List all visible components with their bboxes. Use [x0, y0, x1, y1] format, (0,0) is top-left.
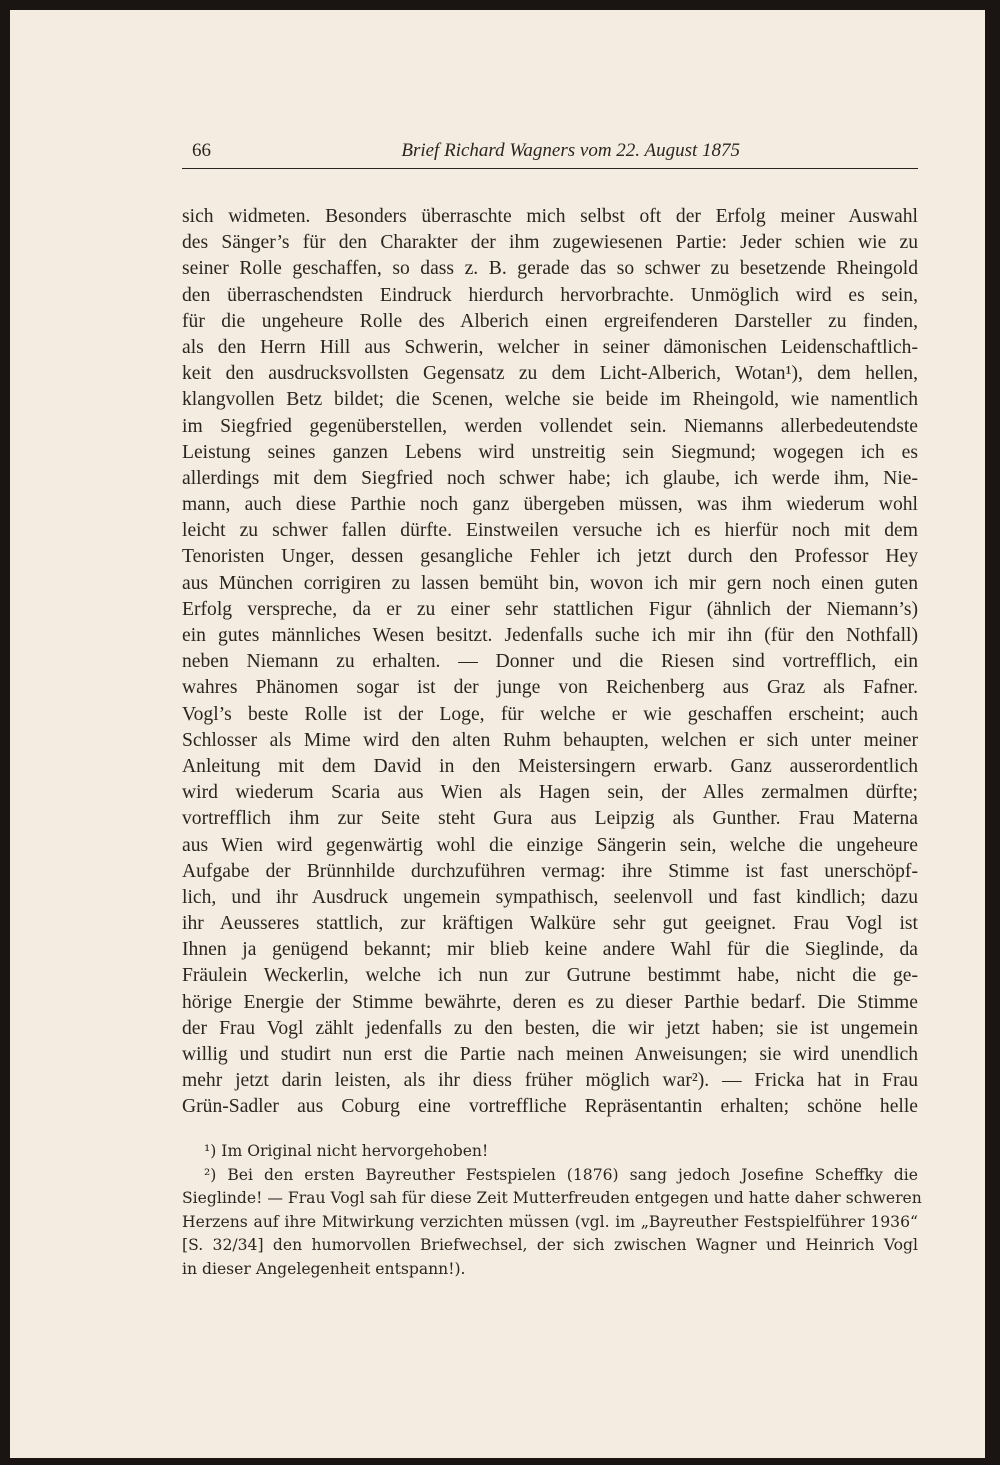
text-line: als den Herrn Hill aus Schwerin, welcher in seiner dämonischen Leidenschaftlich- [182, 336, 918, 358]
text-line: Leistung seines ganzen Lebens wird unstreitig sein Siegmund; wogegen ich es [182, 441, 918, 463]
footnote-2-line: ²) Bei den ersten Bayreuther Festspielen (1876) sang jedoch Josefine Scheffky die [204, 1165, 918, 1184]
text-line: Erfolg verspreche, da er zu einer sehr stattlichen Figur (ähnlich der Niemann’s) [182, 598, 918, 620]
text-line: der Frau Vogl zählt jedenfalls zu den besten, die wir jetzt haben; sie ist ungemein [182, 1017, 918, 1039]
text-line: hörige Energie der Stimme bewährte, deren es zu dieser Parthie bedarf. Die Stimme [182, 991, 918, 1013]
footnote-1: ¹) Im Original nicht hervorgehoben! [204, 1142, 489, 1160]
text-line: mann, auch diese Parthie noch ganz übergeben müssen, was ihm wiederum wohl [182, 494, 918, 516]
text-line: ihr Aeusseres stattlich, zur kräftigen Walküre sehr gut geeignet. Frau Vogl ist [182, 913, 918, 935]
body-text [182, 204, 918, 1121]
text-line: Vogl’s beste Rolle ist der Loge, für welche er wie geschaffen erscheint; auch [182, 703, 918, 725]
text-line: Tenoristen Unger, dessen gesangliche Fehler ich jetzt durch den Professor Hey [182, 546, 918, 568]
text-line: seiner Rolle geschaffen, so dass z. B. gerade das so schwer zu besetzende Rheingold [182, 258, 918, 280]
footnote-2-line: [S. 32/34] den humorvollen Briefwechsel, der sich zwischen Wagner und Heinrich Vogl [182, 1236, 918, 1255]
text-line: allerdings mit dem Siegfried noch schwer habe; ich glaube, ich werde ihm, Nie- [182, 467, 918, 489]
text-line: Anleitung mit dem David in den Meistersingern erwarb. Ganz ausserordentlich [182, 755, 918, 777]
text-line: Aufgabe der Brünnhilde durchzuführen vermag: ihre Stimme ist fast unerschöpf- [182, 860, 918, 882]
footnote-2-line: in dieser Angelegenheit entspann!). [182, 1259, 466, 1278]
text-line: keit den ausdrucksvollsten Gegensatz zu dem Licht-Alberich, Wotan¹), dem hellen, [182, 363, 918, 385]
text-line: wahres Phänomen sogar ist der junge von Reichenberg aus Graz als Fafner. [182, 677, 918, 699]
text-line: wird wiederum Scaria aus Wien als Hagen sein, der Alles zermalmen dürfte; [182, 782, 918, 804]
text-line: klangvollen Betz bildet; die Scenen, welche sie beide im Rheingold, wie namentlich [182, 389, 918, 411]
text-line: lich, und ihr Ausdruck ungemein sympathisch, seelenvoll und fast kindlich; dazu [182, 886, 918, 908]
text-line: Grün-Sadler aus Coburg eine vortreffliche Repräsentantin erhalten; schöne helle [182, 1096, 918, 1118]
text-line: Fräulein Weckerlin, welche ich nun zur Gutrune bestimmt habe, nicht die ge- [182, 965, 918, 987]
text-line: des Sänger’s für den Charakter der ihm zugewiesenen Partie: Jeder schien wie zu [182, 232, 918, 254]
text-line: aus Wien wird gegenwärtig wohl die einzige Sängerin sein, welche die ungeheure [182, 834, 918, 856]
text-line: neben Niemann zu erhalten. — Donner und die Riesen sind vortrefflich, ein [182, 651, 918, 673]
text-line: den überraschendsten Eindruck hierdurch hervorbrachte. Unmöglich wird es sein, [182, 284, 918, 306]
text-line: ein gutes männliches Wesen besitzt. Jedenfalls suche ich mir ihn (für den Nothfall) [182, 625, 918, 646]
text-line: Schlosser als Mime wird den alten Ruhm behaupten, welchen er sich unter meiner [182, 729, 918, 751]
footnote-2-line: Sieglinde! — Frau Vogl sah für diese Zeit Mutterfreuden entgegen und hatte daher schweren [182, 1189, 922, 1208]
text-line: vortrefflich ihm zur Seite steht Gura aus Leipzig als Gunther. Frau Materna [182, 808, 918, 830]
text-line: mehr jetzt darin leisten, als ihr diess früher möglich war²). — Fricka hat in Frau [182, 1070, 918, 1092]
text-line: für die ungeheure Rolle des Alberich einen ergreifenderen Darsteller zu finden, [182, 310, 918, 332]
footnotes [182, 1140, 922, 1282]
text-line: willig und studirt nun erst die Partie nach meinen Anweisungen; sie wird unendlich [182, 1044, 918, 1065]
text-line: sich widmeten. Besonders überraschte mich selbst oft der Erfolg meiner Auswahl [182, 206, 918, 227]
text-line: aus München corrigiren zu lassen bemüht bin, wovon ich mir gern noch einen guten [182, 572, 918, 594]
text-line: im Siegfried gegenüberstellen, werden vollendet sein. Niemanns allerbedeutendste [182, 415, 918, 437]
page-header [182, 138, 918, 169]
page-number: 66 [192, 140, 211, 161]
footnote-2-line: Herzens auf ihre Mitwirkung verzichten müssen (vgl. im „Bayreuther Festspielführer 1936“ [182, 1212, 918, 1231]
book-page [10, 10, 985, 1458]
running-title: Brief Richard Wagners vom 22. August 1875 [401, 140, 740, 161]
text-line: leicht zu schwer fallen dürfte. Einstweilen versuche ich es hierfür noch mit dem [182, 520, 918, 542]
text-line: Ihnen ja genügend bekannt; mir blieb keine andere Wahl für die Sieglinde, da [182, 939, 918, 961]
